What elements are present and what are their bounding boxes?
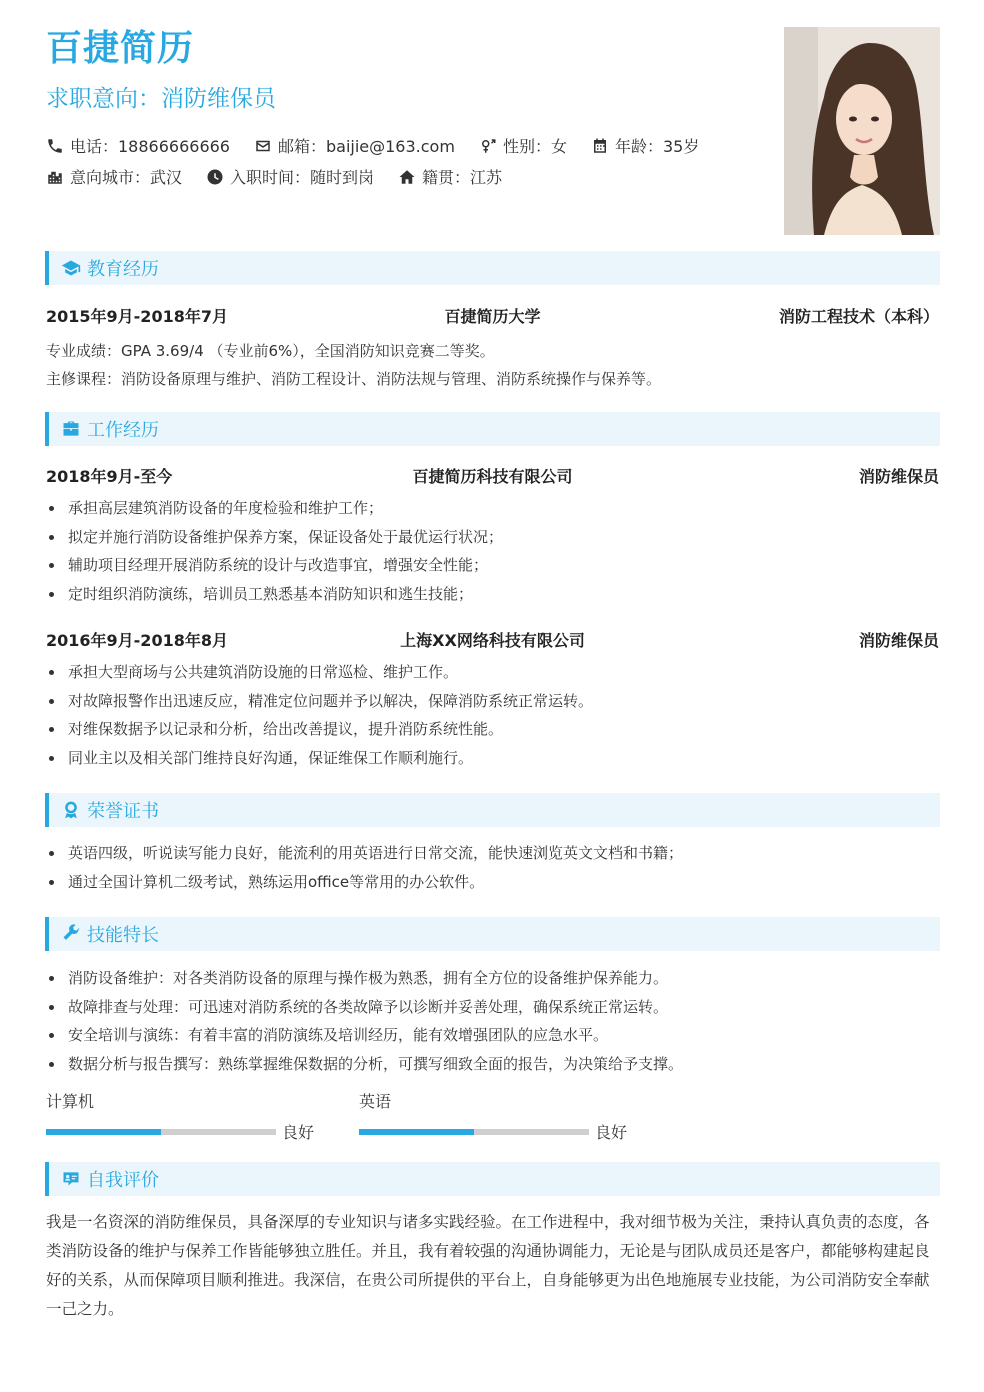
contact-row-2 — [46, 165, 526, 188]
section-education-title: 教育经历 — [87, 259, 159, 280]
briefcase-icon — [61, 419, 81, 439]
graduation-cap-icon — [61, 258, 81, 278]
education-date: 2015年9月-2018年7月 — [46, 307, 228, 326]
info-start — [206, 165, 374, 188]
info-gender-text: 性别：女 — [502, 137, 567, 156]
list-item: 承担高层建筑消防设备的年度检验和维护工作； — [46, 494, 503, 523]
self-evaluation-text: 我是一名资深的消防维保员，具备深厚的专业知识与诸多实践经验。在工作进程中，我对细节极为关注，秉持认真负责的态度，各类消防设备的维护与保养工作皆能够独立胜任。并且，我有着较强的沟通协调能力，无论是与团队成员还是客户，都能够构建起良好的关系，从而保障项目顺利推进。我深信，在贵公司所提供的平台上，自身能够更为出色地施展专业技能，为公司消防安全奉献一己之力。 — [46, 1213, 930, 1318]
work-items-1 — [46, 494, 503, 608]
skill-progress-fill — [359, 1129, 474, 1135]
info-age-text: 年龄：35岁 — [614, 137, 700, 156]
profile-photo — [784, 27, 940, 235]
work-role: 消防维保员 — [859, 631, 940, 650]
info-city-text: 意向城市：武汉 — [70, 168, 183, 187]
phone-icon — [46, 137, 64, 155]
info-email — [254, 134, 455, 157]
work-row — [46, 628, 939, 651]
contact-row-1 — [46, 134, 723, 157]
info-hometown-text: 籍贯：江苏 — [422, 168, 503, 187]
calendar-icon — [591, 137, 609, 155]
education-line: 主修课程：消防设备原理与维护、消防工程设计、消防法规与管理、消防系统操作与保养等。 — [46, 370, 662, 388]
award-icon — [61, 800, 81, 820]
skill-progress-track — [46, 1129, 276, 1135]
section-self-header — [45, 1162, 940, 1196]
city-icon — [46, 168, 64, 186]
skill-bar-computer — [46, 1089, 336, 1143]
work-row — [46, 464, 939, 487]
section-skills-title: 技能特长 — [87, 925, 159, 946]
job-intent: 求职意向：消防维保员 — [46, 86, 276, 112]
info-phone — [46, 134, 230, 157]
education-school: 百捷简历大学 — [444, 307, 541, 326]
skill-label: 计算机 — [46, 1092, 95, 1111]
info-start-text: 入职时间：随时到岗 — [230, 168, 375, 187]
self-review-icon — [61, 1169, 81, 1189]
skill-bar-english — [359, 1089, 649, 1143]
section-education-header — [45, 251, 940, 285]
list-item: 英语四级，听说读写能力良好，能流利的用英语进行日常交流，能快速浏览英文文档和书籍； — [46, 839, 683, 868]
work-date: 2016年9月-2018年8月 — [46, 631, 228, 650]
home-icon — [398, 168, 416, 186]
list-item: 消防设备维护：对各类消防设备的原理与操作极为熟悉，拥有全方位的设备维护保养能力。 — [46, 964, 683, 993]
info-email-text: 邮箱：baijie@163.com — [277, 137, 455, 156]
info-age — [591, 134, 699, 157]
education-row — [46, 304, 939, 327]
skills-list — [46, 964, 683, 1078]
section-work-header — [45, 412, 940, 446]
wrench-icon — [61, 924, 81, 944]
work-company: 上海XX网络科技有限公司 — [400, 631, 585, 650]
list-item: 同业主以及相关部门维持良好沟通，保证维保工作顺利施行。 — [46, 744, 593, 773]
skill-level: 良好 — [282, 1123, 315, 1142]
skill-label: 英语 — [359, 1092, 392, 1111]
skill-level: 良好 — [595, 1123, 628, 1142]
honors-list — [46, 839, 683, 896]
list-item: 定时组织消防演练，培训员工熟悉基本消防知识和逃生技能； — [46, 580, 503, 609]
work-items-2 — [46, 658, 593, 772]
section-skills-header — [45, 917, 940, 951]
list-item: 安全培训与演练：有着丰富的消防演练及培训经历，能有效增强团队的应急水平。 — [46, 1021, 683, 1050]
clock-icon — [206, 168, 224, 186]
list-item: 承担大型商场与公共建筑消防设施的日常巡检、维护工作。 — [46, 658, 593, 687]
list-item: 对故障报警作出迅速反应，精准定位问题并予以解决，保障消防系统正常运转。 — [46, 687, 593, 716]
info-city — [46, 165, 182, 188]
gender-icon — [479, 137, 497, 155]
list-item: 通过全国计算机二级考试，熟练运用office等常用的办公软件。 — [46, 868, 683, 897]
work-company: 百捷简历科技有限公司 — [412, 467, 573, 486]
list-item: 辅助项目经理开展消防系统的设计与改造事宜，增强安全性能； — [46, 551, 503, 580]
list-item: 数据分析与报告撰写：熟练掌握维保数据的分析，可撰写细致全面的报告，为决策给予支撑。 — [46, 1050, 683, 1079]
section-work-title: 工作经历 — [87, 420, 159, 441]
work-date: 2018年9月-至今 — [46, 467, 173, 486]
info-gender — [479, 134, 567, 157]
list-item: 故障排查与处理：可迅速对消防系统的各类故障予以诊断并妥善处理，确保系统正常运转。 — [46, 993, 683, 1022]
section-self-title: 自我评价 — [87, 1170, 159, 1191]
skill-progress-track — [359, 1129, 589, 1135]
section-honors-header — [45, 793, 940, 827]
work-role: 消防维保员 — [859, 467, 940, 486]
info-hometown — [398, 165, 502, 188]
skill-progress-fill — [46, 1129, 161, 1135]
section-honors-title: 荣誉证书 — [87, 801, 159, 822]
mail-icon — [254, 137, 272, 155]
info-phone-text: 电话：18866666666 — [70, 137, 230, 156]
list-item: 对维保数据予以记录和分析，给出改善提议，提升消防系统性能。 — [46, 715, 593, 744]
candidate-name: 百捷简历 — [46, 28, 195, 69]
education-major: 消防工程技术（本科） — [779, 307, 940, 326]
list-item: 拟定并施行消防设备维护保养方案，保证设备处于最优运行状况； — [46, 523, 503, 552]
education-line: 专业成绩：GPA 3.69/4 （专业前6%），全国消防知识竞赛二等奖。 — [46, 342, 495, 360]
